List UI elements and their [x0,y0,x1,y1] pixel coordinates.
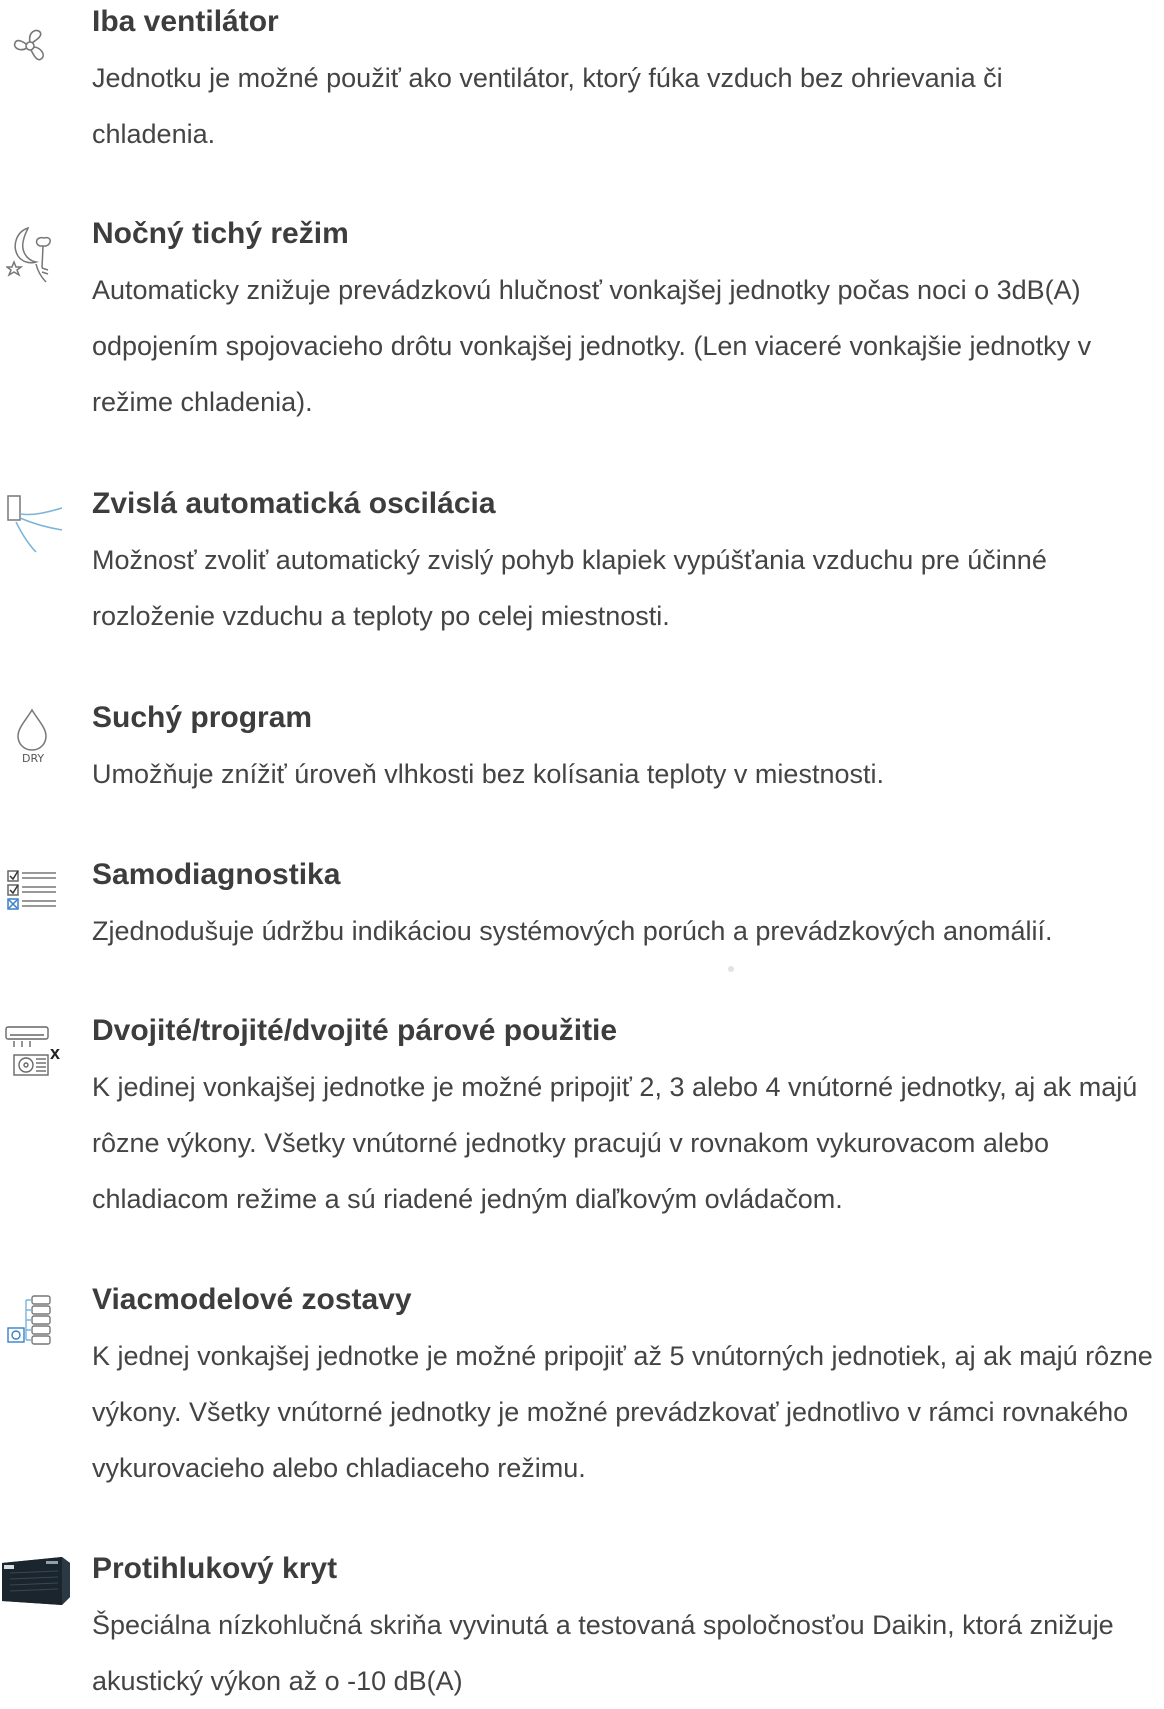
feature-title: Protihlukový kryt [92,1552,338,1585]
acoustic-cover-icon [0,1553,70,1623]
feature-description: Špeciálna nízkohlučná skriňa vyvinutá a testovaná spoločnosťou Daikin, ktorá znižuje akustický výkon až o -10 dB(A) [92,1610,1114,1696]
feature-description: Jednotku je možné použiť ako ventilátor, ktorý fúka vzduch bez ohrievania či chladenia. [92,63,1003,149]
feature-description: Automaticky znižuje prevádzkovú hlučnosť vonkajšej jednotky počas noci o 3dB(A) odpojením spojovacieho drôtu vonkajšej jednotky. (Len viaceré vonkajšie jednotky v režime chladenia). [92,275,1092,417]
night-quiet-icon [6,224,76,294]
checklist-icon [6,869,76,939]
feature-title: Samodiagnostika [92,858,341,891]
feature-title: Iba ventilátor [92,5,279,38]
fan-icon [8,24,78,94]
feature-title: Viacmodelové zostavy [92,1283,412,1316]
feature-description: Umožňuje znížiť úroveň vlhkosti bez kolísania teploty v miestnosti. [92,759,884,789]
feature-title: Suchý program [92,701,313,734]
feature-description: K jedinej vonkajšej jednotke je možné pripojiť 2, 3 alebo 4 vnútorné jednotky, aj ak majú rôzne výkony. Všetky vnútorné jednotky pracujú v rovnakom vykurovacom alebo chladiacom režime a sú riadené jedným diaľkovým ovládačom. [92,1072,1138,1214]
multi-model-icon [6,1294,76,1364]
feature-description: K jednej vonkajšej jednotke je možné pripojiť až 5 vnútorných jednotiek, aj ak majú rôzne výkony. Všetky vnútorné jednotky je možné prevádzkovať jednotlivo v rámci rovnakého vykurovacieho alebo chladiaceho režimu. [92,1341,1153,1483]
vertical-swing-icon [6,494,76,564]
dry-label: DRY [22,752,45,765]
feature-title: Zvislá automatická oscilácia [92,487,496,520]
decorative-dot [728,966,734,972]
dry-drop-icon [14,708,84,778]
feature-title: Nočný tichý režim [92,217,349,250]
feature-description: Zjednodušuje údržbu indikáciou systémových porúch a prevádzkových anomálií. [92,916,1053,946]
feature-title: Dvojité/trojité/dvojité párové použitie [92,1014,618,1047]
multiplier-label: x [50,1043,61,1063]
multi-unit-icon [4,1025,74,1095]
feature-description: Možnosť zvoliť automatický zvislý pohyb klapiek vypúšťania vzduchu pre účinné rozloženie vzduchu a teploty po celej miestnosti. [92,545,1047,631]
